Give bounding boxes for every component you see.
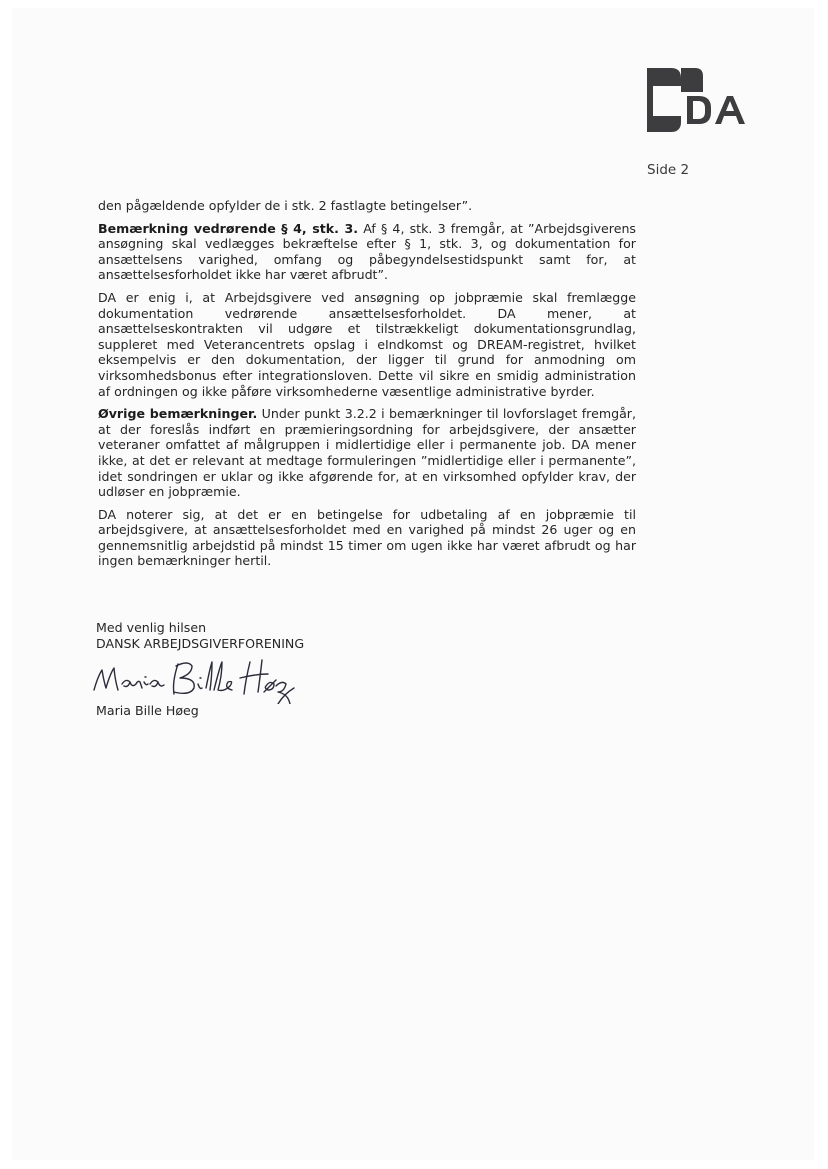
da-logo: [647, 68, 759, 132]
paragraph-1: den pågældende opfylder de i stk. 2 fastlagte betingelser”.: [98, 198, 473, 213]
paragraph-2-text: Af § 4, stk. 3 fremgår, at ”Arbejdsgiverens ansøgning skal vedlægges bekræftelse efter § 1, stk. 3, og dokumentation for ansættelsens varighed, omfang og påbegyndelsestidspunkt samt for, at ansættelsesforholdet ikke har været afbrudt”.: [98, 220, 636, 283]
signer-name: Maria Bille Høeg: [96, 703, 199, 718]
paragraph-2-heading: Bemærkning vedrørende § 4, stk. 3.: [98, 220, 359, 236]
salutation: Med venlig hilsen: [96, 620, 207, 635]
closing-block: [96, 620, 304, 652]
paragraph-4-text: Under punkt 3.2.2 i bemærkninger til lovforslaget fremgår, at der foreslås indført en præmieringsordning for arbejdsgivere, der ansætter veteraner omfattet af målgruppen i midlertidige eller i permanente job. DA mener ikke, at det er relevant at medtage formuleringen ”midlertidige eller i permanente”, idet sondringen er uklar og ikke afgørende for, at en virksomhed opfylder krav, der udløser en jobpræmie.: [98, 406, 636, 500]
paragraph-2: [98, 221, 636, 283]
paragraph-5: DA noterer sig, at det er en betingelse for udbetaling af en jobpræmie til arbejdsgivere, at ansættelsesforholdet med en varighed på mindst 26 uger og en gennemsnitlig arbejdstid på mindst 15 timer om ugen ikke har været afbrudt og har ingen bemærkninger hertil.: [98, 506, 636, 569]
organization-name: DANSK ARBEJDSGIVERFORENING: [96, 636, 305, 651]
letter-body: [98, 198, 636, 576]
document-page: [12, 8, 814, 1160]
paragraph-4: [98, 406, 636, 500]
paragraph-4-heading: Øvrige bemærkninger.: [98, 406, 258, 422]
page-number: Side 2: [647, 162, 690, 178]
handwritten-signature: [88, 652, 298, 704]
paragraph-3: DA er enig i, at Arbejdsgivere ved ansøgning op jobpræmie skal fremlægge dokumentation vedrørende ansættelsesforholdet. DA mener, at ansættelseskontrakten vil udgøre et tilstrækkeligt dokumentationsgrundlag, suppleret med Veterancentrets opslag i eIndkomst og DREAM-registret, hvilket eksempelvis er den dokumentation, der ligger til grund for anmodning om virksomhedsbonus efter integrationsloven. Dette vil sikre en smidig administration af ordningen og ikke påføre virksomhederne væsentlige administrative byrder.: [98, 289, 636, 399]
